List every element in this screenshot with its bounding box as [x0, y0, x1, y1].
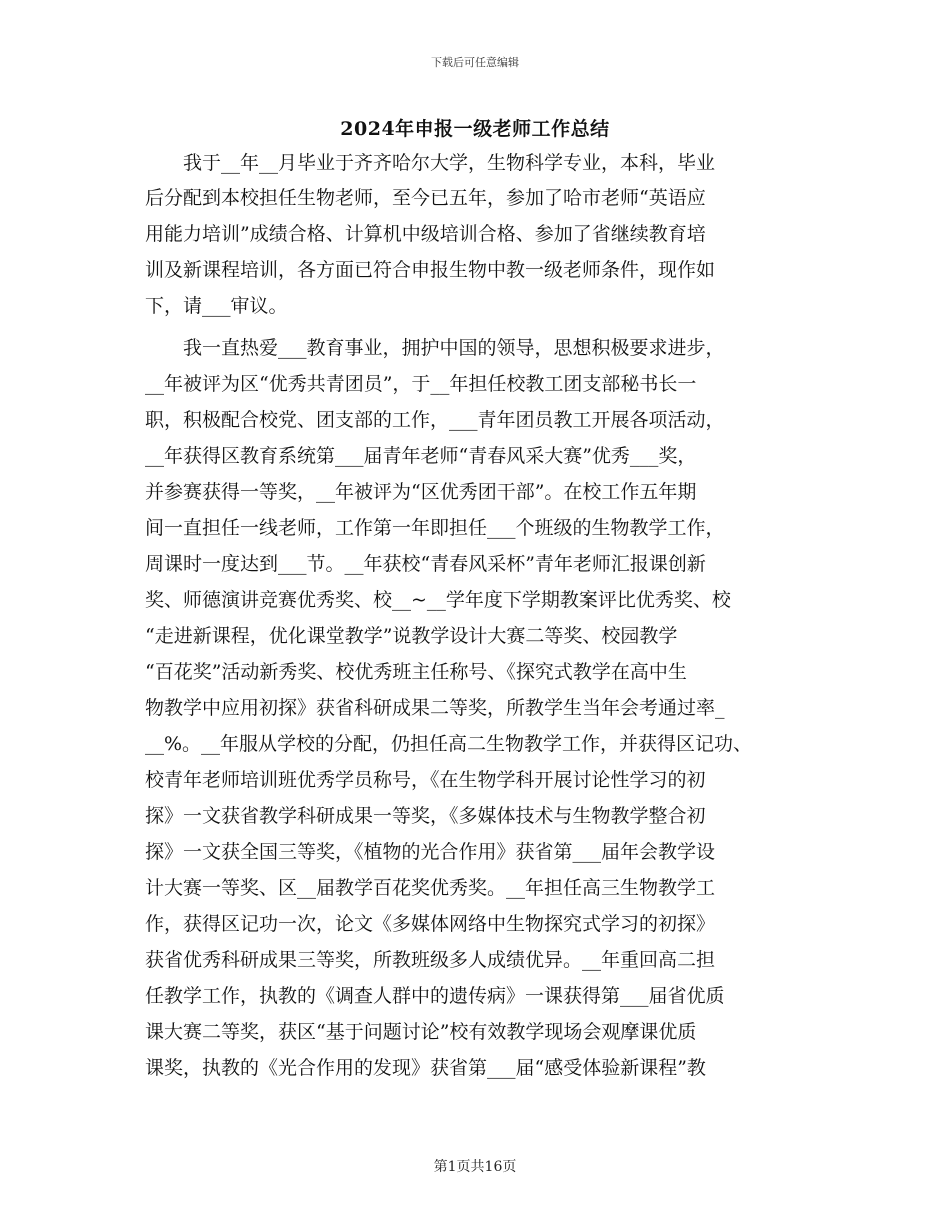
body-line: 下，请___审议。 — [145, 295, 288, 317]
body-line: 奖、师德演讲竞赛优秀奖、校__~__学年度下学期教案评比优秀奖、校 — [145, 589, 731, 611]
page-number-footer: 第1页共16页 — [433, 1159, 517, 1175]
body-line: “百花奖”活动新秀奖、校优秀班主任称号、《探究式教学在高中生 — [145, 661, 687, 683]
body-line: 训及新课程培训，各方面已符合申报生物中教一级老师条件，现作如 — [145, 259, 716, 281]
body-line: 周课时一度达到___节。__年获校“青春风采杯”青年老师汇报课创新 — [145, 553, 706, 575]
body-line: __年被评为区“优秀共青团员”，于__年担任校教工团支部秘书长一 — [145, 373, 697, 395]
body-line: 间一直担任一线老师，工作第一年即担任___个班级的生物教学工作， — [145, 517, 725, 539]
body-line: 用能力培训”成绩合格、计算机中级培训合格、参加了省继续教育培 — [145, 223, 706, 245]
body-line: 我于__年__月毕业于齐齐哈尔大学，生物科学专业，本科，毕业 — [145, 152, 716, 174]
body-line: 我一直热爱___教育事业，拥护中国的领导，思想积极要求进步， — [145, 337, 725, 359]
body-line: __%。__年服从学校的分配，仍担任高二生物教学工作，并获得区记功、 — [145, 733, 753, 755]
body-line: 课大赛二等奖，获区“基于问题讨论”校有效教学现场会观摩课优质 — [145, 1021, 697, 1043]
body-line: 探》一文获省教学科研成果一等奖，《多媒体技术与生物教学整合初 — [145, 805, 706, 827]
body-line: “走进新课程，优化课堂教学”说教学设计大赛二等奖、校园教学 — [145, 625, 678, 647]
body-line: 任教学工作，执教的《调查人群中的遗传病》一课获得第___届省优质 — [145, 985, 725, 1007]
body-line: 探》一文获全国三等奖，《植物的光合作用》获省第___届年会教学设 — [145, 841, 716, 863]
body-line: 计大赛一等奖、区__届教学百花奖优秀奖。__年担任高三生物教学工 — [145, 877, 716, 899]
body-line: 获省优秀科研成果三等奖，所教班级多人成绩优异。__年重回高二担 — [145, 949, 716, 971]
body-line: 物教学中应用初探》获省科研成果二等奖，所教学生当年会考通过率_ — [145, 697, 725, 719]
document-title: 2024年申报一级老师工作总结 — [340, 118, 610, 140]
body-line: 课奖，执教的《光合作用的发现》获省第___届“感受体验新课程”教 — [145, 1057, 706, 1079]
body-line: 作，获得区记功一次，论文《多媒体网络中生物探究式学习的初探》 — [145, 913, 716, 935]
body-line: __年获得区教育系统第___届青年老师“青春风采大赛”优秀___奖， — [145, 445, 697, 467]
body-line: 后分配到本校担任生物老师，至今已五年，参加了哈市老师“英语应 — [145, 187, 706, 209]
body-line: 校青年老师培训班优秀学员称号，《在生物学科开展讨论性学习的初 — [145, 769, 706, 791]
body-line: 并参赛获得一等奖，__年被评为“区优秀团干部”。在校工作五年期 — [145, 481, 697, 503]
body-line: 职，积极配合校党、团支部的工作，___青年团员教工开展各项活动， — [145, 409, 725, 431]
header-note: 下载后可任意编辑 — [431, 56, 519, 69]
